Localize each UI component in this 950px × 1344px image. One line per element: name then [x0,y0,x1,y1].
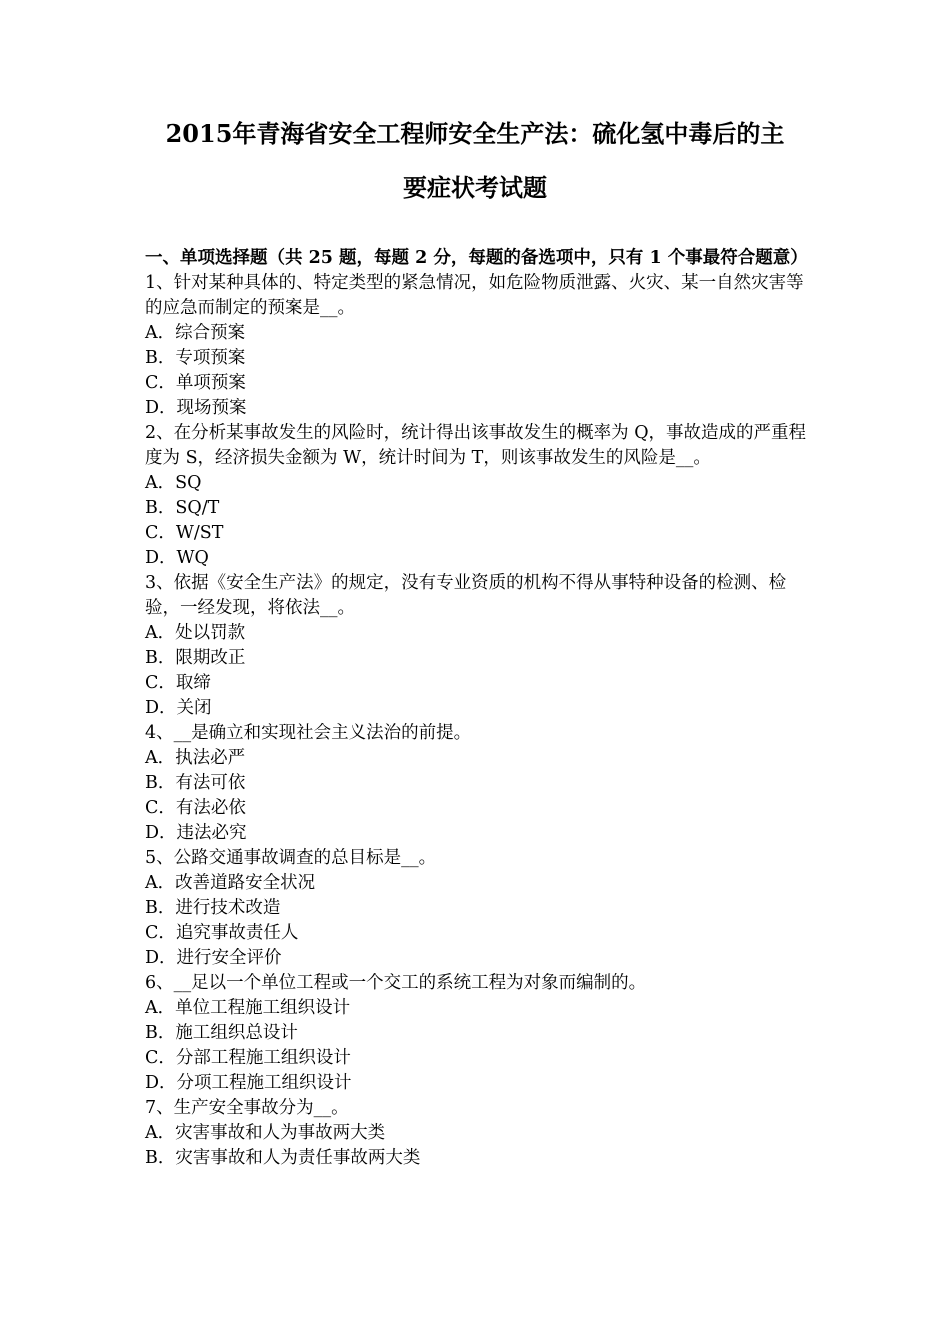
option-a: A．执法必严 [145,748,246,768]
option-a: A．处以罚款 [145,623,246,643]
question-text: 3、依据《安全生产法》的规定，没有专业资质的机构不得从事特种设备的检测、检验，一经发现，将依法__。 [145,573,787,618]
question-4 [145,721,810,846]
option-c: C．有法必依 [145,798,246,818]
option-b: B．有法可依 [145,773,246,793]
document-title-line-2: 要症状考试题 [403,173,547,202]
option-b: B．进行技术改造 [145,898,281,918]
option-d: D．现场预案 [145,398,247,418]
question-7 [145,1096,810,1171]
option-b: B．施工组织总设计 [145,1023,298,1043]
question-3 [145,571,810,721]
question-text: 5、公路交通事故调查的总目标是__。 [145,848,437,868]
question-5 [145,846,810,971]
option-c: C．W/ST [145,523,224,543]
option-c: C．追究事故责任人 [145,923,299,943]
question-text: 7、生产安全事故分为__。 [145,1098,349,1118]
document-body [145,246,810,1171]
option-d: D．进行安全评价 [145,948,282,968]
option-d: D．WQ [145,548,209,568]
document-title-line-1: 2015年青海省安全工程师安全生产法：硫化氢中毒后的主 [165,119,785,148]
question-text: 1、针对某种具体的、特定类型的紧急情况，如危险物质泄露、火灾、某一自然灾害等的应急而制定的预案是__。 [145,273,804,318]
option-d: D．分项工程施工组织设计 [145,1073,352,1093]
option-d: D．违法必究 [145,823,247,843]
option-c: C．单项预案 [145,373,246,393]
option-a: A．SQ [145,473,202,493]
option-a: A．综合预案 [145,323,246,343]
option-b: B．限期改正 [145,648,246,668]
option-b: B．灾害事故和人为责任事故两大类 [145,1148,421,1168]
question-1 [145,271,810,421]
question-2 [145,421,810,571]
section-heading: 一、单项选择题（共 25 题，每题 2 分，每题的备选项中，只有 1 个事最符合题意） [145,248,808,268]
option-a: A．改善道路安全状况 [145,873,316,893]
question-text: 4、__是确立和实现社会主义法治的前提。 [145,723,472,743]
question-text: 2、在分析某事故发生的风险时，统计得出该事故发生的概率为 Q，事故造成的严重程度为 S，经济损失金额为 W，统计时间为 T，则该事故发生的风险是__。 [145,423,807,468]
option-c: C．分部工程施工组织设计 [145,1048,351,1068]
option-a: A．灾害事故和人为事故两大类 [145,1123,386,1143]
question-6 [145,971,810,1096]
option-a: A．单位工程施工组织设计 [145,998,351,1018]
option-d: D．关闭 [145,698,212,718]
option-b: B．SQ/T [145,498,220,518]
option-c: C．取缔 [145,673,211,693]
question-text: 6、__足以一个单位工程或一个交工的系统工程为对象而编制的。 [145,973,647,993]
option-b: B．专项预案 [145,348,246,368]
